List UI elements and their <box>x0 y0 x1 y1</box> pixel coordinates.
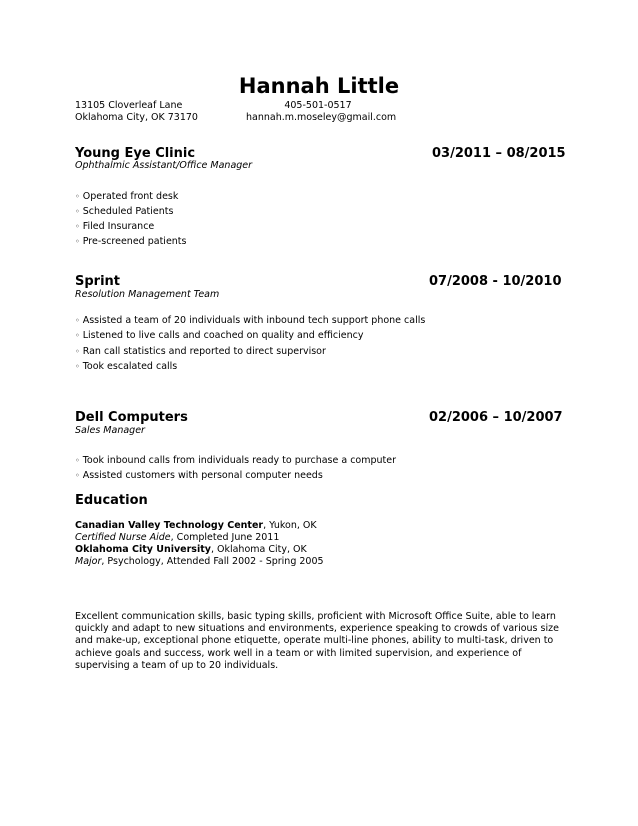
phone-number: 405-501-0517 <box>284 100 352 111</box>
bullet-icon: ◦ <box>75 456 80 465</box>
education-detail: , Completed June 2011 <box>170 532 280 543</box>
list-item: ◦ Operated front desk <box>75 191 179 202</box>
bullet-icon: ◦ <box>75 331 80 340</box>
list-item: ◦ Pre-screened patients <box>75 236 187 247</box>
education-detail: , Psychology, Attended Fall 2002 - Spring 2005 <box>101 556 324 567</box>
job-dates: 03/2011 – 08/2015 <box>432 146 566 161</box>
bullet-icon: ◦ <box>75 222 80 231</box>
email-address: hannah.m.moseley@gmail.com <box>246 112 397 123</box>
list-item: ◦ Assisted a team of 20 individuals with inbound tech support phone calls <box>75 315 426 326</box>
school-name: Oklahoma City University <box>75 544 211 555</box>
education-credential: Major <box>75 556 102 567</box>
job-title: Ophthalmic Assistant/Office Manager <box>75 160 253 171</box>
resume-name: Hannah Little <box>238 74 400 98</box>
list-item: ◦ Took inbound calls from individuals ready to purchase a computer <box>75 455 397 466</box>
job-title: Resolution Management Team <box>75 289 220 300</box>
education-credential: Certified Nurse Aide <box>75 532 171 543</box>
list-item: ◦ Filed Insurance <box>75 221 155 232</box>
list-item: ◦ Listened to live calls and coached on quality and efficiency <box>75 330 364 341</box>
job-dates: 02/2006 – 10/2007 <box>429 410 563 425</box>
bullet-icon: ◦ <box>75 237 80 246</box>
bullet-icon: ◦ <box>75 362 80 371</box>
address-line-1: 13105 Cloverleaf Lane <box>75 100 183 111</box>
bullet-icon: ◦ <box>75 316 80 325</box>
list-item: ◦ Assisted customers with personal computer needs <box>75 470 323 481</box>
education-heading: Education <box>75 493 148 508</box>
job-company: Young Eye Clinic <box>75 146 196 161</box>
school-name: Canadian Valley Technology Center <box>75 520 264 531</box>
education-detail-line <box>75 556 324 568</box>
bullet-icon: ◦ <box>75 347 80 356</box>
job-company: Dell Computers <box>75 410 188 425</box>
list-item: ◦ Scheduled Patients <box>75 206 174 217</box>
job-company: Sprint <box>75 274 121 289</box>
skills-summary: Excellent communication skills, basic typing skills, proficient with Microsoft Office Suite, able to learn quickly and adapt to new situations and environments, experience speaking to crowds of various size and make-up, exceptional phone etiquette, operate multi-line phones, ability to multi-task, driven to achieve goals and success, work well in a team or with limited supervision, and experience of supervising a team of up to 20 individuals. <box>75 611 559 671</box>
address-line-2: Oklahoma City, OK 73170 <box>75 112 198 123</box>
job-dates: 07/2008 - 10/2010 <box>429 274 562 289</box>
school-location: , Yukon, OK <box>263 520 317 531</box>
list-item: ◦ Took escalated calls <box>75 361 178 372</box>
school-location: , Oklahoma City, OK <box>210 544 307 555</box>
education-school-line <box>75 520 317 532</box>
bullet-icon: ◦ <box>75 192 80 201</box>
bullet-icon: ◦ <box>75 471 80 480</box>
education-detail-line <box>75 532 279 544</box>
bullet-icon: ◦ <box>75 207 80 216</box>
job-title: Sales Manager <box>75 425 145 436</box>
education-school-line <box>75 544 307 556</box>
list-item: ◦ Ran call statistics and reported to direct supervisor <box>75 346 326 357</box>
